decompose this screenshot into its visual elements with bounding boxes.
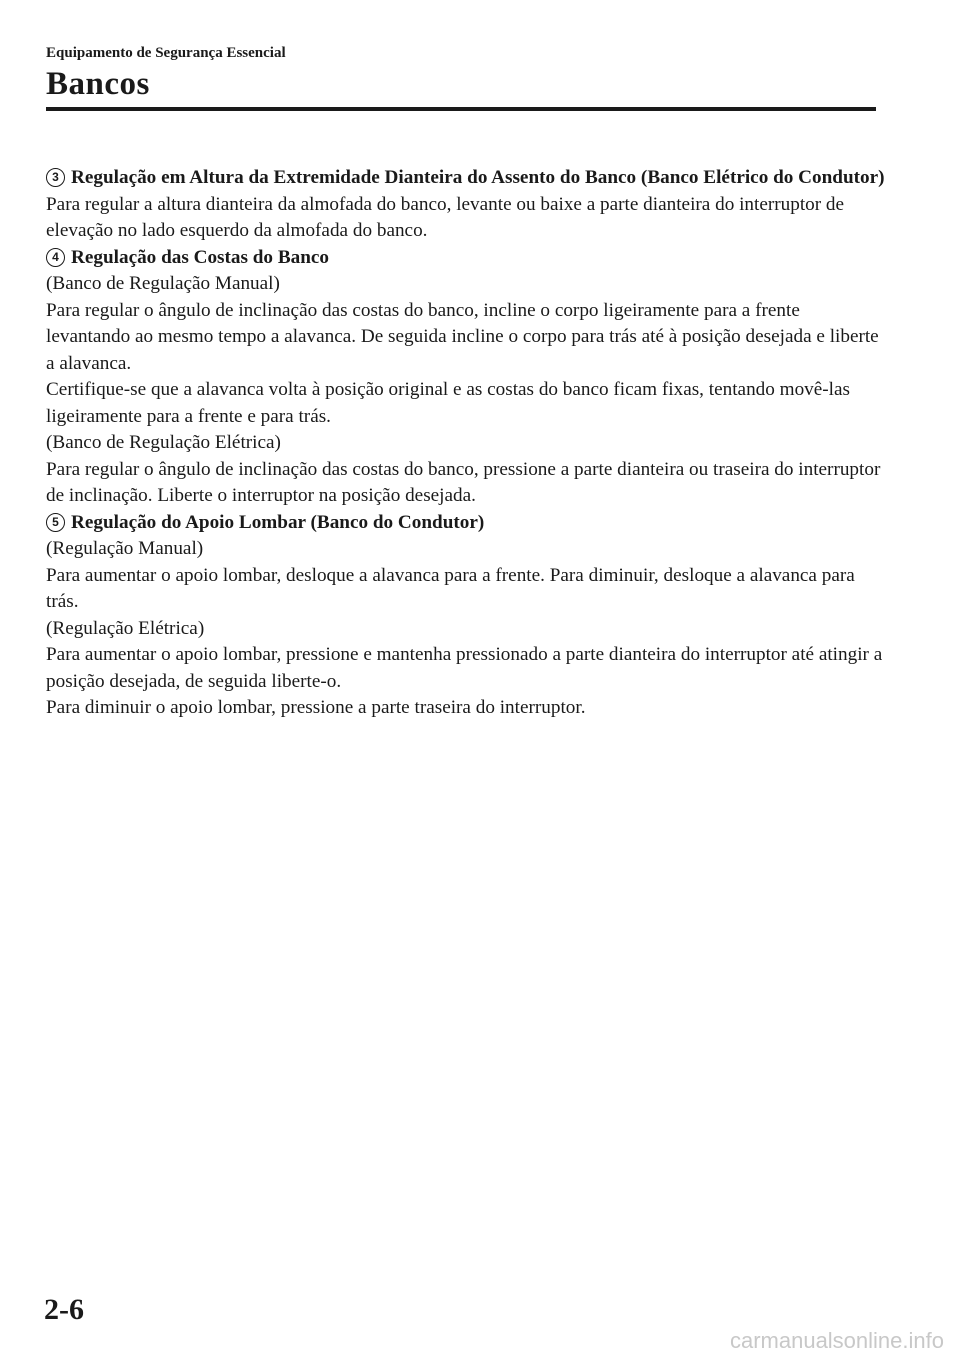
paragraph: (Regulação Elétrica)	[46, 617, 205, 639]
paragraph: Certifique-se que a alavanca volta à posição original e as costas do banco ficam fixas, tentando movê-las ligeiramente para a frente e para trás.	[46, 379, 850, 427]
circled-number-3-icon: 3	[46, 168, 65, 187]
section-heading-text: Regulação em Altura da Extremidade Dianteira do Assento do Banco (Banco Elétrico do Condutor)	[71, 167, 885, 188]
paragraph: Para regular a altura dianteira da almofada do banco, levante ou baixe a parte dianteira do interruptor de elevação no lado esquerdo da almofada do banco.	[46, 193, 845, 241]
section-heading	[46, 245, 886, 272]
paragraph: Para diminuir o apoio lombar, pressione a parte traseira do interruptor.	[46, 697, 586, 718]
paragraph: (Banco de Regulação Elétrica)	[46, 432, 281, 453]
paragraph: Para aumentar o apoio lombar, desloque a alavanca para a frente. Para diminuir, desloque a alavanca para trás.	[46, 564, 855, 612]
main-content	[46, 165, 886, 722]
circled-number-5-icon: 5	[46, 513, 65, 532]
paragraph: (Regulação Manual)	[46, 538, 204, 559]
section-heading-text: Regulação das Costas do Banco	[71, 246, 329, 268]
page-title: Bancos	[46, 66, 150, 102]
watermark: carmanualsonline.info	[729, 1328, 944, 1353]
section-heading-text: Regulação do Apoio Lombar (Banco do Condutor)	[71, 511, 485, 533]
section-4	[46, 245, 886, 510]
section-3	[46, 165, 886, 245]
breadcrumb: Equipamento de Segurança Essencial	[46, 45, 286, 61]
page-header	[46, 44, 876, 104]
paragraph: Para regular o ângulo de inclinação das costas do banco, pressione a parte dianteira ou traseira do interruptor de inclinação. Liberte o interruptor na posição desejada.	[46, 458, 881, 506]
section-heading	[46, 510, 886, 537]
section-5	[46, 510, 886, 722]
title-divider	[46, 107, 876, 111]
paragraph: (Banco de Regulação Manual)	[46, 273, 280, 294]
page-number: 2-6	[44, 1293, 84, 1326]
section-heading	[46, 165, 886, 192]
circled-number-4-icon: 4	[46, 248, 65, 267]
paragraph: Para regular o ângulo de inclinação das costas do banco, incline o corpo ligeiramente para a frente levantando ao mesmo tempo a alavanca. De seguida incline o corpo para trás até à posição desejada e liberte a alavanca.	[46, 299, 879, 374]
paragraph: Para aumentar o apoio lombar, pressione e mantenha pressionado a parte dianteira do interruptor até atingir a posição desejada, de seguida liberte-o.	[46, 644, 883, 692]
